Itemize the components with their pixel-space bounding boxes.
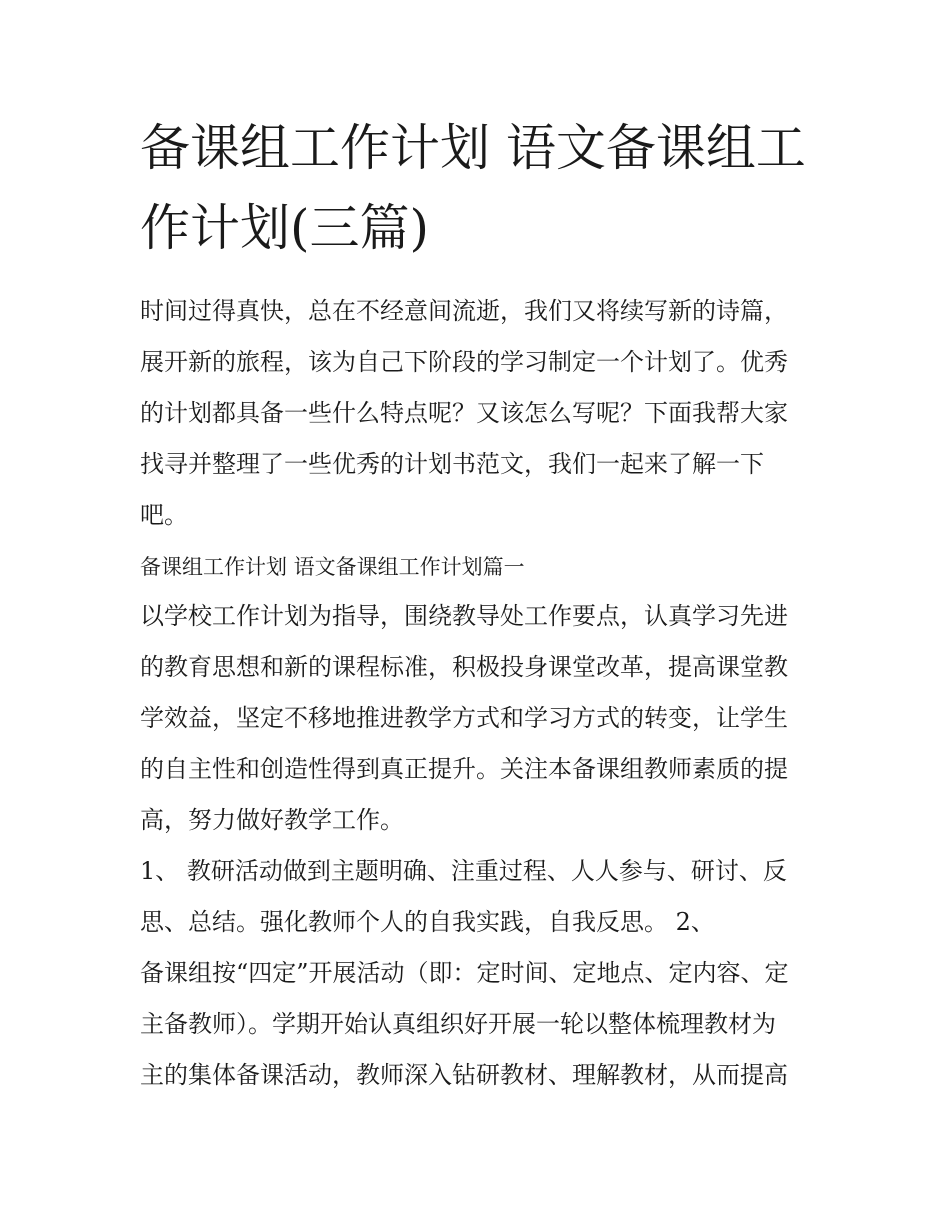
section-heading: 备课组工作计划 语文备课组工作计划篇一 [140, 555, 525, 579]
text-line: 思、总结。强化教师个人的自我实践，自我反思。 2、 [140, 908, 715, 936]
text-line: 的计划都具备一些什么特点呢？又该怎么写呢？下面我帮大家 [140, 399, 788, 427]
text-line: 以学校工作计划为指导，围绕教导处工作要点，认真学习先进 [140, 602, 788, 630]
text-line: 备课组按“四定”开展活动（即：定时间、定地点、定内容、定 [140, 959, 789, 987]
document-page [140, 108, 815, 1101]
text-line: 主备教师）。学期开始认真组织好开展一轮以整体梳理教材为 [140, 1010, 776, 1038]
document-title [140, 108, 815, 268]
text-line: 高，努力做好教学工作。 [140, 806, 404, 834]
intro-paragraph [140, 286, 815, 541]
text-line: 学效益，坚定不移地推进教学方式和学习方式的转变，让学生 [140, 704, 788, 732]
title-line: 作计划(三篇) [140, 199, 430, 257]
text-line: 展开新的旅程，该为自己下阶段的学习制定一个计划了。优秀 [140, 348, 788, 376]
text-line: 的自主性和创造性得到真正提升。关注本备课组教师素质的提 [140, 755, 788, 783]
text-line: 主的集体备课活动，教师深入钻研教材、理解教材，从而提高 [140, 1061, 788, 1089]
body-paragraph [140, 591, 815, 1101]
text-line: 1、 教研活动做到主题明确、注重过程、人人参与、研讨、反 [140, 857, 787, 885]
text-line: 的教育思想和新的课程标准，积极投身课堂改革，提高课堂教 [140, 653, 788, 681]
title-line: 备课组工作计划 语文备课组工 [140, 119, 806, 177]
text-line: 吧。 [140, 501, 188, 529]
text-line: 时间过得真快，总在不经意间流逝，我们又将续写新的诗篇， [140, 297, 788, 325]
text-line: 找寻并整理了一些优秀的计划书范文，我们一起来了解一下 [140, 450, 764, 478]
